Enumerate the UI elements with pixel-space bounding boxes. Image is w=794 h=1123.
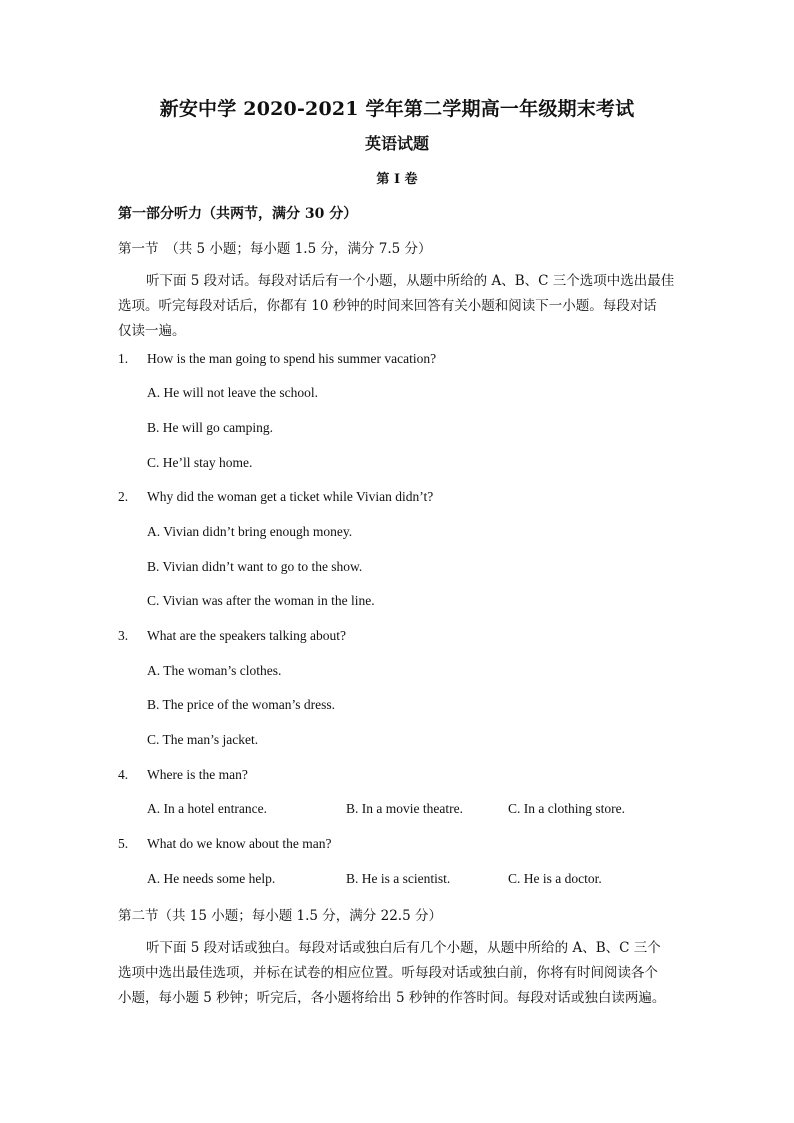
question-number: 2. xyxy=(118,489,129,504)
option-c: C. He is a doctor. xyxy=(508,871,602,886)
option-c: C. Vivian was after the woman in the line. xyxy=(147,593,375,608)
question-number: 5. xyxy=(118,836,129,851)
question-text: How is the man going to spend his summer vacation? xyxy=(147,351,437,366)
question-text: Why did the woman get a ticket while Vivian didn’t? xyxy=(147,489,434,504)
instruction-line: 听下面 5 段对话。每段对话后有一个小题，从题中所给的 A、B、C 三个选项中选出最佳 xyxy=(146,273,675,289)
instruction-line: 选项中选出最佳选项，并标在试卷的相应位置。听每段对话或独白前，你将有时间阅读各个 xyxy=(118,965,658,981)
option-b: B. He is a scientist. xyxy=(346,871,451,886)
option-a: A. Vivian didn’t bring enough money. xyxy=(147,524,353,539)
option-a: A. He will not leave the school. xyxy=(147,385,318,400)
question-text: What are the speakers talking about? xyxy=(147,628,347,643)
option-a: A. In a hotel entrance. xyxy=(147,801,267,816)
option-c: C. In a clothing store. xyxy=(508,801,625,816)
question-number: 1. xyxy=(118,351,129,366)
instruction-line: 仅读一遍。 xyxy=(118,323,186,339)
option-a: A. He needs some help. xyxy=(147,871,276,886)
option-b: B. Vivian didn’t want to go to the show. xyxy=(147,559,363,574)
option-c: C. He’ll stay home. xyxy=(147,455,253,470)
section-one-heading: 第一节 （共 5 小题；每小题 1.5 分，满分 7.5 分） xyxy=(118,241,432,257)
exam-title: 新安中学 2020-2021 学年第二学期高一年级期末考试 xyxy=(159,98,635,120)
question-text: Where is the man? xyxy=(147,767,248,782)
instruction-line: 选项。听完每段对话后，你都有 10 秒钟的时间来回答有关小题和阅读下一小题。每段对话 xyxy=(118,298,657,314)
option-b: B. The price of the woman’s dress. xyxy=(147,697,335,712)
section-two-instructions xyxy=(118,936,678,1011)
question-number: 3. xyxy=(118,628,129,643)
instruction-line: 听下面 5 段对话或独白。每段对话或独白后有几个小题，从题中所给的 A、B、C 三个 xyxy=(146,940,661,956)
instruction-line: 小题，每小题 5 秒钟；听完后，各小题将给出 5 秒钟的作答时间。每段对话或独白读两遍。 xyxy=(118,990,666,1006)
question-text: What do we know about the man? xyxy=(147,836,332,851)
option-a: A. The woman’s clothes. xyxy=(147,663,282,678)
section-one-instructions xyxy=(118,269,678,344)
option-b: B. In a movie theatre. xyxy=(346,801,463,816)
section-two-heading: 第二节（共 15 小题；每小题 1.5 分，满分 22.5 分） xyxy=(118,908,442,924)
option-c: C. The man’s jacket. xyxy=(147,732,259,747)
part-one-heading: 第一部分听力（共两节，满分 30 分） xyxy=(118,206,358,222)
question-number: 4. xyxy=(118,767,129,782)
exam-subtitle: 英语试题 xyxy=(364,134,429,153)
option-b: B. He will go camping. xyxy=(147,420,273,435)
volume-label: 第 I 卷 xyxy=(376,172,418,187)
